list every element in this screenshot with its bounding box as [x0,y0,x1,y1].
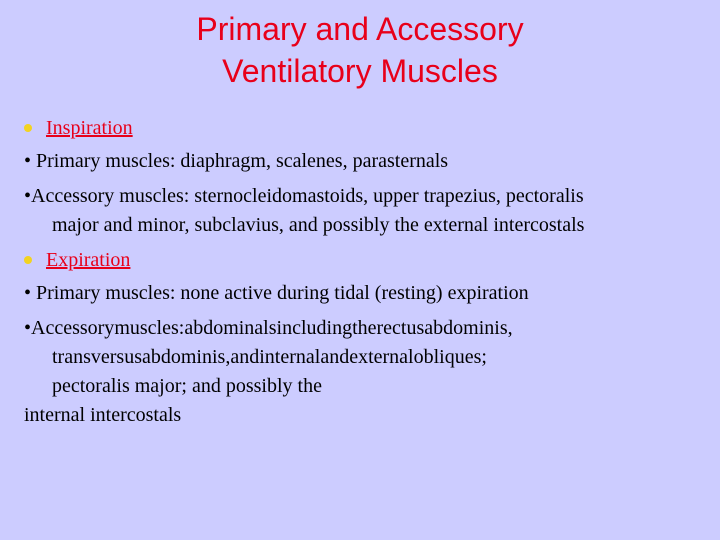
slide-body [24,114,694,436]
slide-title [0,8,720,92]
expiration-accessory-line-2 [24,343,694,372]
inspiration-accessory-line-2: major and minor, subclavius, and possibly the external intercostals [52,214,585,236]
section-heading-inspiration [24,114,694,143]
expiration-accessory-line-1 [24,314,694,343]
word: abdominis, [141,346,231,368]
word: including [276,317,353,339]
word: rectus [376,317,425,339]
section-heading-expiration [24,246,694,275]
expiration-primary-text: • Primary muscles: none active during tidal (resting) expiration [24,282,529,304]
title-line-2: Ventilatory Muscles [222,53,498,89]
expiration-accessory [24,314,694,430]
inspiration-primary [24,147,694,176]
inspiration-primary-text: • Primary muscles: diaphragm, scalenes, parasternals [24,150,449,172]
heading-inspiration-text: Inspiration [46,117,133,139]
word: and [230,346,260,368]
word: •Accessory [24,317,115,339]
expiration-primary [24,279,694,308]
word: abdominis, [424,317,513,339]
word: the [352,317,377,339]
word: obliques; [413,346,487,368]
title-line-1: Primary and Accessory [196,11,524,47]
heading-expiration-text: Expiration [46,249,131,271]
word: external [349,346,414,368]
word: and [320,346,350,368]
expiration-accessory-line-4: internal intercostals [24,404,182,426]
bullet-dot-icon [24,124,32,132]
bullet-dot-icon [24,256,32,264]
word: transversus [52,346,142,368]
word: internal [259,346,321,368]
word: abdominals [184,317,277,339]
inspiration-accessory-line-1: •Accessory muscles: sternocleidomastoids, upper trapezius, pectoralis [24,185,584,207]
inspiration-accessory [24,182,694,240]
word: muscles: [114,317,185,339]
expiration-accessory-line-3: pectoralis major; and possibly the [52,375,322,397]
